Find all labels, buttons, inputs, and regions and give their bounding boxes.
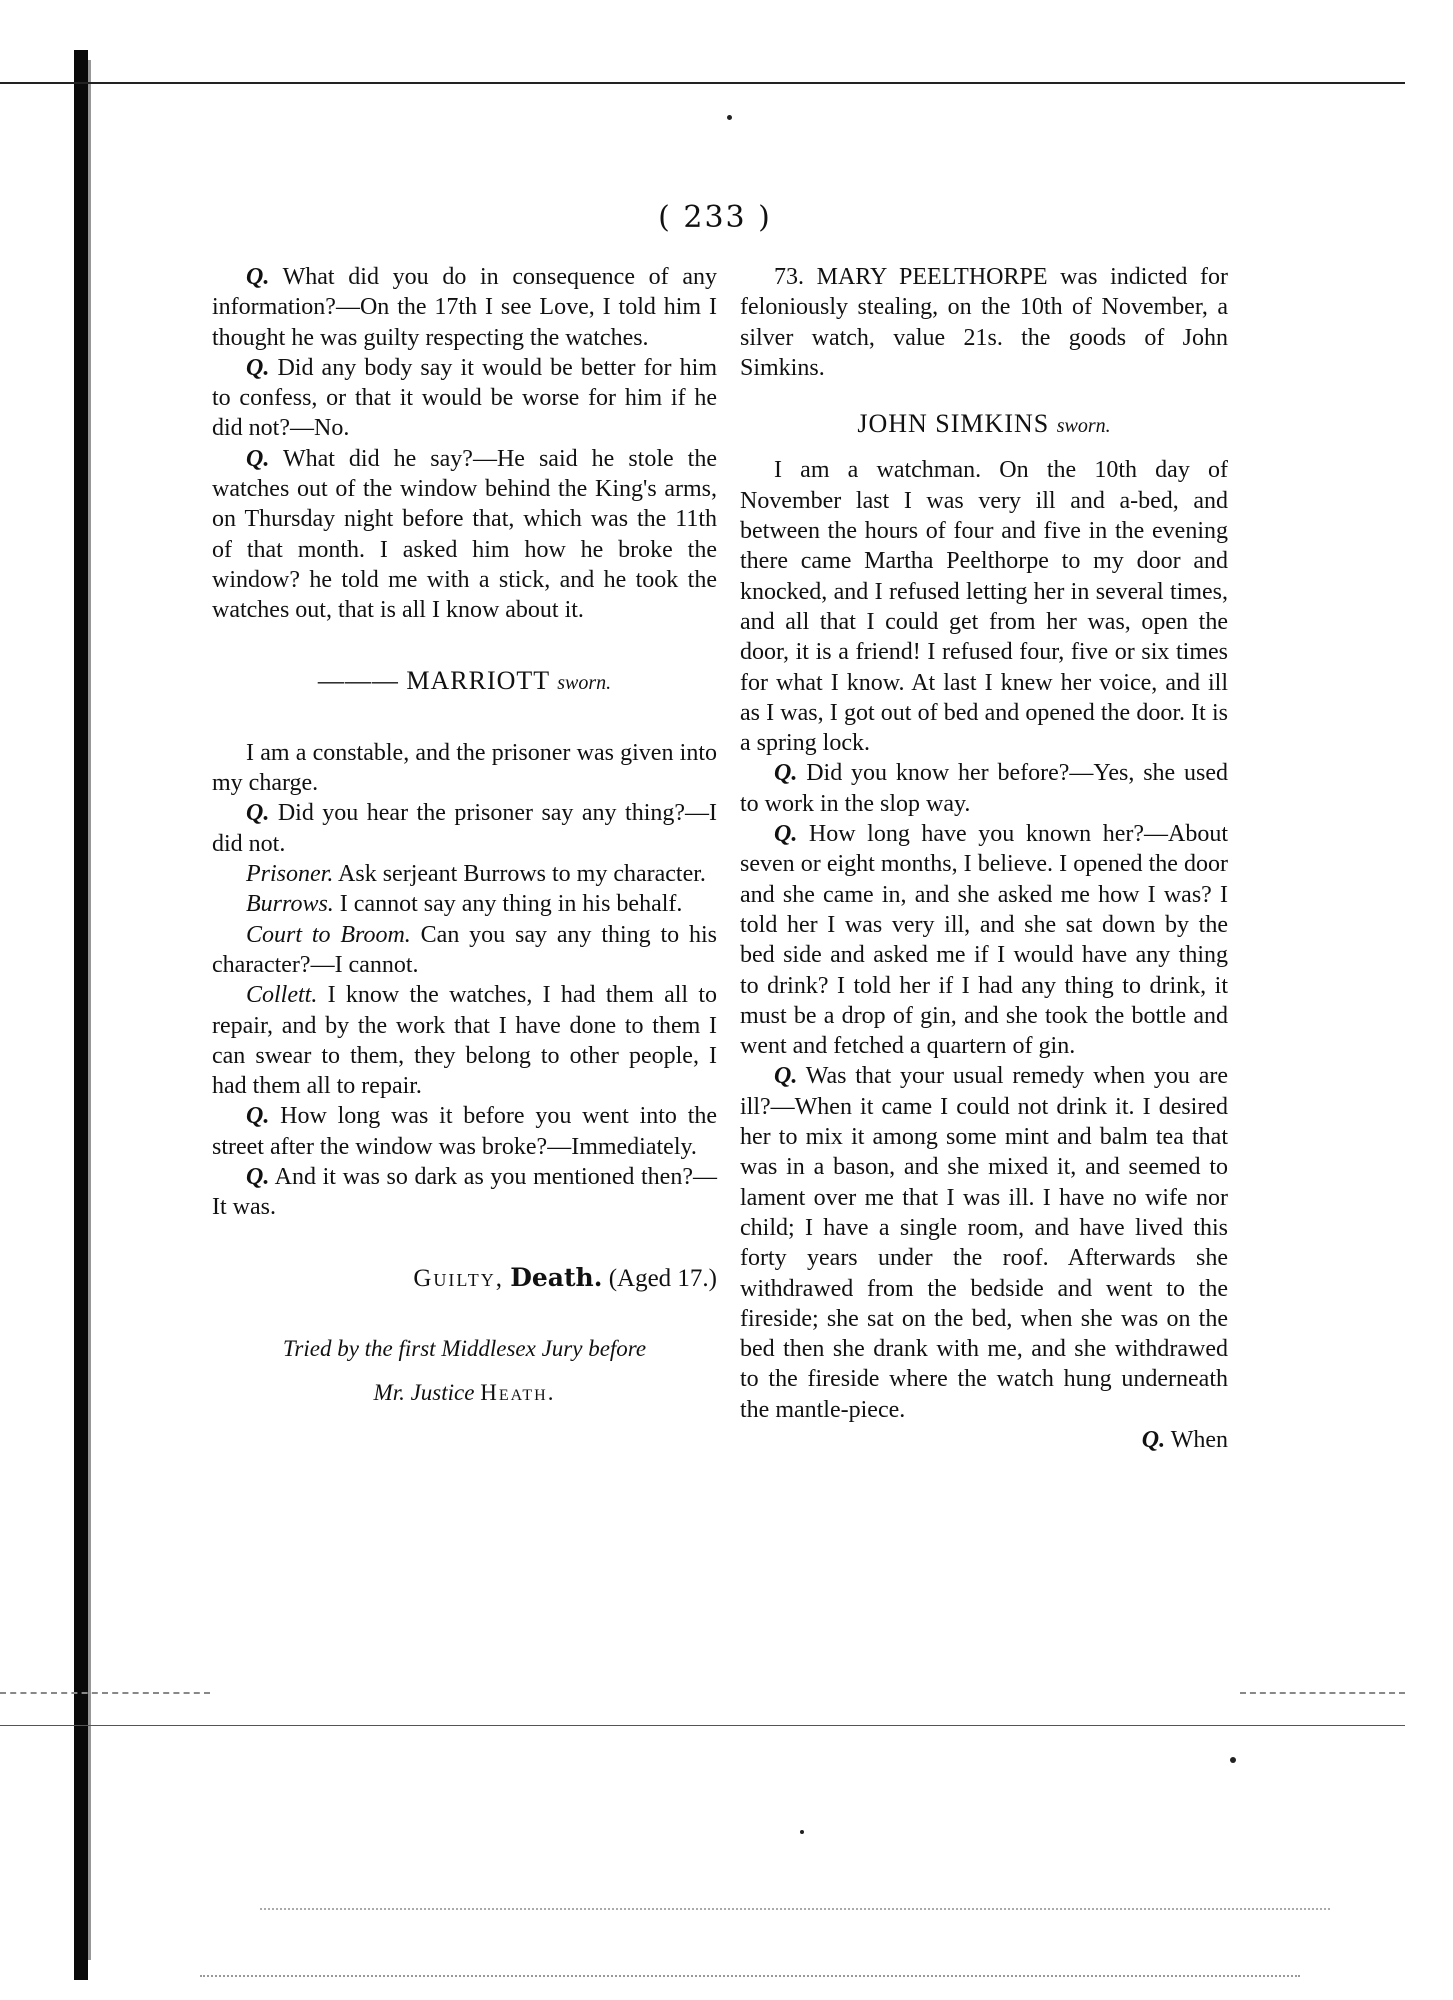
right-column bbox=[740, 262, 1228, 1455]
speaker-paragraph bbox=[212, 980, 717, 1101]
paragraph-text: I cannot say any thing in his behalf. bbox=[339, 891, 683, 918]
testimony-paragraph: I am a constable, and the prisoner was given into my charge. bbox=[212, 739, 717, 797]
question-mark: Q. bbox=[246, 445, 270, 472]
question-mark: Q. bbox=[246, 1103, 270, 1130]
paragraph-text: I know the watches, I had them all to repair, and by the work that I have done to them I can swear to them, they belong to other people, I had them all to repair. bbox=[212, 982, 718, 1100]
speaker-paragraph bbox=[212, 889, 717, 919]
paragraph-text: What did he say?—He said he stole the watches out of the window behind the King's arms, on Thursday night before that, which was the 11th of that month. I asked him how he broke the window? he told me with a stick, and he took the watches out, that is all I know about it. bbox=[212, 445, 717, 624]
speaker-name: Prisoner. bbox=[246, 861, 334, 888]
scan-artifact-line bbox=[0, 1692, 210, 1694]
verdict-sentence: Death. bbox=[510, 1262, 603, 1292]
paragraph-text: What did you do in consequence of any information?—On the 17th I see Love, I told him I thought he was guilty respecting the watches. bbox=[212, 264, 717, 351]
speaker-paragraph bbox=[212, 920, 717, 981]
question-mark: Q. bbox=[774, 760, 798, 787]
question-mark: Q. bbox=[1141, 1426, 1166, 1453]
ink-speck bbox=[1230, 1757, 1236, 1763]
question-paragraph bbox=[212, 798, 717, 859]
paragraph-text: Did you know her before?—Yes, she used to work in the slop way. bbox=[740, 760, 1229, 817]
case-paragraph: 73. MARY PEELTHORPE was indicted for feloniously stealing, on the 10th of November, a silver watch, value 21s. the goods of John Simkins. bbox=[740, 264, 1228, 381]
witness-name: JOHN SIMKINS bbox=[857, 409, 1050, 439]
page-number: ( 233 ) bbox=[658, 200, 772, 235]
question-paragraph bbox=[740, 819, 1228, 1061]
paragraph-text: Ask serjeant Burrows to my character. bbox=[338, 861, 706, 888]
scan-artifact-line bbox=[200, 1975, 1300, 1977]
judge-name: Heath. bbox=[480, 1380, 556, 1406]
question-paragraph bbox=[212, 262, 717, 353]
ink-speck bbox=[727, 115, 732, 120]
ink-speck bbox=[800, 1830, 804, 1834]
bottom-scan-edge bbox=[0, 1725, 1405, 1726]
top-scan-edge bbox=[0, 82, 1405, 84]
question-paragraph bbox=[212, 1101, 717, 1162]
paragraph-text: Can you say any thing to his character?—I cannot. bbox=[212, 921, 718, 978]
paragraph-text: How long have you known her?—About seven or eight months, I believe. I opened the door and she came in, and she asked me how I was? I told her I was very ill, and she sat down by the bed side and asked me if I would have any thing to drink? I told her if I had any thing to drink, it must be a drop of gin, and she took the bottle and went and fetched a quartern of gin. bbox=[740, 821, 1229, 1060]
witness-name: ——— MARRIOTT bbox=[317, 665, 550, 695]
question-mark: Q. bbox=[246, 800, 270, 827]
sworn-label: sworn. bbox=[1056, 415, 1111, 438]
question-mark: Q. bbox=[774, 1063, 798, 1090]
verdict-line bbox=[212, 1263, 717, 1294]
paragraph-text: How long was it before you went into the street after the window was broke?—Immediately. bbox=[212, 1103, 718, 1160]
question-mark: Q. bbox=[246, 264, 270, 290]
judge-line bbox=[212, 1378, 717, 1408]
question-paragraph bbox=[212, 353, 717, 444]
paragraph-text: Did any body say it would be better for him to confess, or that it would be worse for him if he did not?—No. bbox=[212, 354, 717, 442]
question-paragraph bbox=[212, 444, 717, 626]
question-paragraph bbox=[212, 1162, 717, 1223]
scan-artifact-line bbox=[1240, 1692, 1405, 1694]
paragraph-text: And it was so dark as you mentioned then?—It was. bbox=[212, 1164, 717, 1221]
tried-by-line: Tried by the first Middlesex Jury before bbox=[282, 1335, 647, 1361]
catchword-text: When bbox=[1170, 1426, 1228, 1453]
testimony-paragraph: I am a watchman. On the 10th day of November last I was very ill and a-bed, and between the hours of four and five in the evening there came Martha Peelthorpe to my door and knocked, and I refused letting her in several times, and all that I could get from her was, open the door, it is a friend! I refused four, five or six times for what I know. At last I knew her voice, and ill as I was, I got out of bed and opened the door. It is a spring lock. bbox=[740, 457, 1228, 757]
question-mark: Q. bbox=[246, 354, 270, 381]
speaker-name: Collett. bbox=[246, 982, 318, 1009]
paragraph-text: Was that your usual remedy when you are ill?—When it came I could not drink it. I desired her to mix it among some mint and balm tea that was in a bason, and she mixed it, and seemed to lament over me that I was ill. I have no wife nor child; I have a single room, and have lived this forty years under the roof. Afterwards she withdrawed from the bedside and went to the fireside; she sat on the bed, when she was on the bed then she drank with me, and she withdrawed to the fireside where the watch hung underneath the mantle-piece. bbox=[740, 1063, 1228, 1423]
scan-artifact-line bbox=[260, 1908, 1330, 1910]
book-spine-edge bbox=[88, 60, 91, 1960]
book-spine-shadow bbox=[74, 50, 88, 1980]
verdict-age: (Aged 17.) bbox=[608, 1264, 717, 1292]
witness-heading bbox=[740, 409, 1228, 441]
verdict-word: Guilty, bbox=[413, 1264, 504, 1292]
paragraph-text: Did you hear the prisoner say any thing?—I did not. bbox=[212, 800, 718, 857]
sworn-label: sworn. bbox=[557, 671, 612, 694]
witness-heading bbox=[212, 666, 717, 698]
left-column bbox=[212, 262, 717, 1409]
judge-title: Mr. Justice bbox=[373, 1380, 475, 1406]
speaker-name: Court to Broom. bbox=[246, 921, 411, 948]
speaker-paragraph bbox=[212, 859, 717, 889]
question-mark: Q. bbox=[246, 1164, 270, 1191]
catchword bbox=[740, 1425, 1228, 1455]
question-mark: Q. bbox=[774, 821, 798, 848]
speaker-name: Burrows. bbox=[246, 891, 334, 918]
question-paragraph bbox=[740, 1061, 1228, 1425]
question-paragraph bbox=[740, 758, 1228, 819]
